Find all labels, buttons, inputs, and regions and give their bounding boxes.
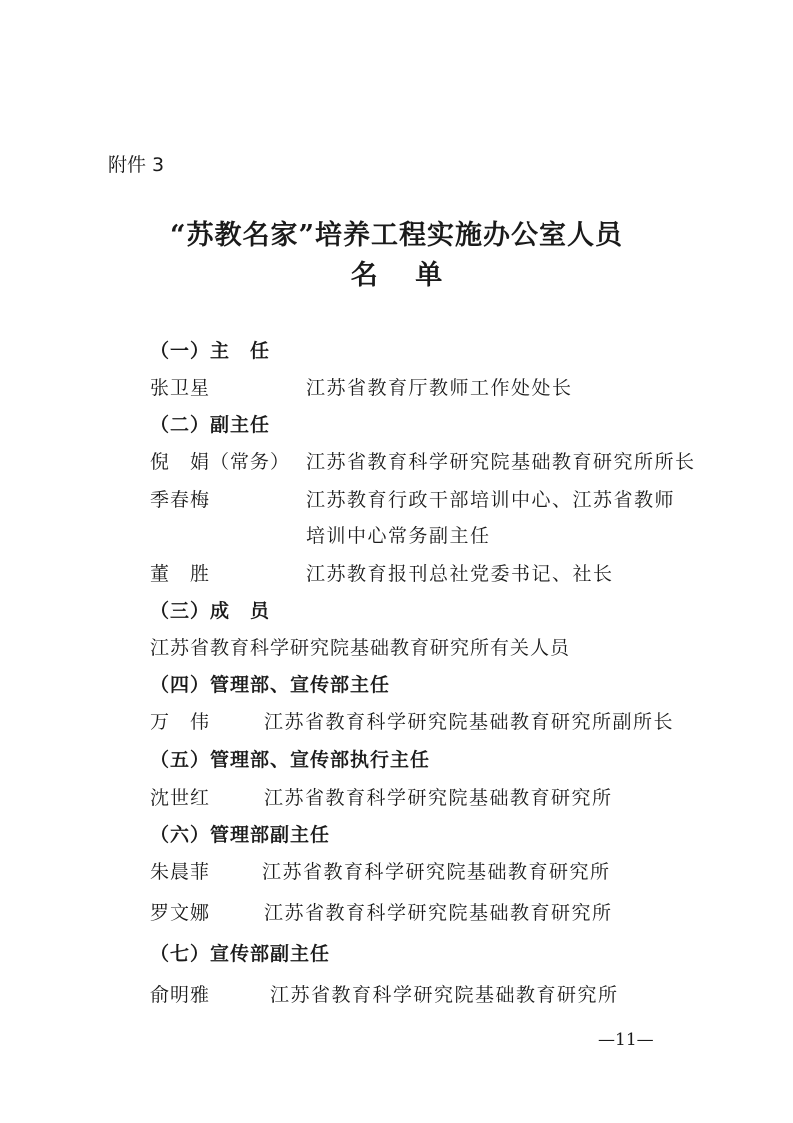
member-title-continued: 培训中心常务副主任: [306, 525, 491, 547]
member-title: 江苏省教育科学研究院基础教育研究所: [264, 902, 613, 924]
document-subtitle: 名 单: [350, 260, 457, 291]
section-heading-publicity-deputy: （七）宣传部副主任: [150, 943, 331, 965]
member-name: 董 胜: [150, 563, 211, 585]
member-name: 沈世红: [150, 787, 211, 809]
member-name: 罗文娜: [150, 902, 211, 924]
section-heading-executive-director: （五）管理部、宣传部执行主任: [150, 749, 431, 771]
members-description: 江苏省教育科学研究院基础教育研究所有关人员: [150, 637, 571, 659]
member-title: 江苏省教育科学研究院基础教育研究所: [270, 984, 619, 1006]
document-title: “苏教名家”培养工程实施办公室人员: [169, 220, 624, 251]
member-title: 江苏教育报刊总社党委书记、社长: [306, 563, 614, 585]
section-heading-management-director: （四）管理部、宣传部主任: [150, 674, 391, 696]
section-heading-deputy-director: （二）副主任: [150, 414, 271, 436]
page-number: —11—: [598, 1030, 654, 1050]
section-heading-members: （三）成 员: [150, 600, 271, 622]
member-title: 江苏省教育科学研究院基础教育研究所: [264, 787, 613, 809]
member-name: 倪 娟（常务）: [150, 451, 291, 473]
member-title: 江苏省教育厅教师工作处处长: [306, 377, 573, 399]
member-name: 朱晨菲: [150, 861, 211, 883]
member-name: 张卫星: [150, 377, 211, 399]
member-title: 江苏教育行政干部培训中心、江苏省教师: [306, 489, 676, 511]
member-title: 江苏省教育科学研究院基础教育研究所副所长: [264, 711, 675, 733]
member-name: 俞明雅: [150, 984, 211, 1006]
member-name: 万 伟: [150, 711, 211, 733]
member-title: 江苏省教育科学研究院基础教育研究所所长: [306, 451, 696, 473]
member-title: 江苏省教育科学研究院基础教育研究所: [262, 861, 611, 883]
section-heading-management-deputy: （六）管理部副主任: [150, 824, 331, 846]
member-name: 季春梅: [150, 489, 211, 511]
section-heading-director: （一）主 任: [150, 340, 271, 362]
attachment-label: 附件 3: [108, 154, 165, 176]
